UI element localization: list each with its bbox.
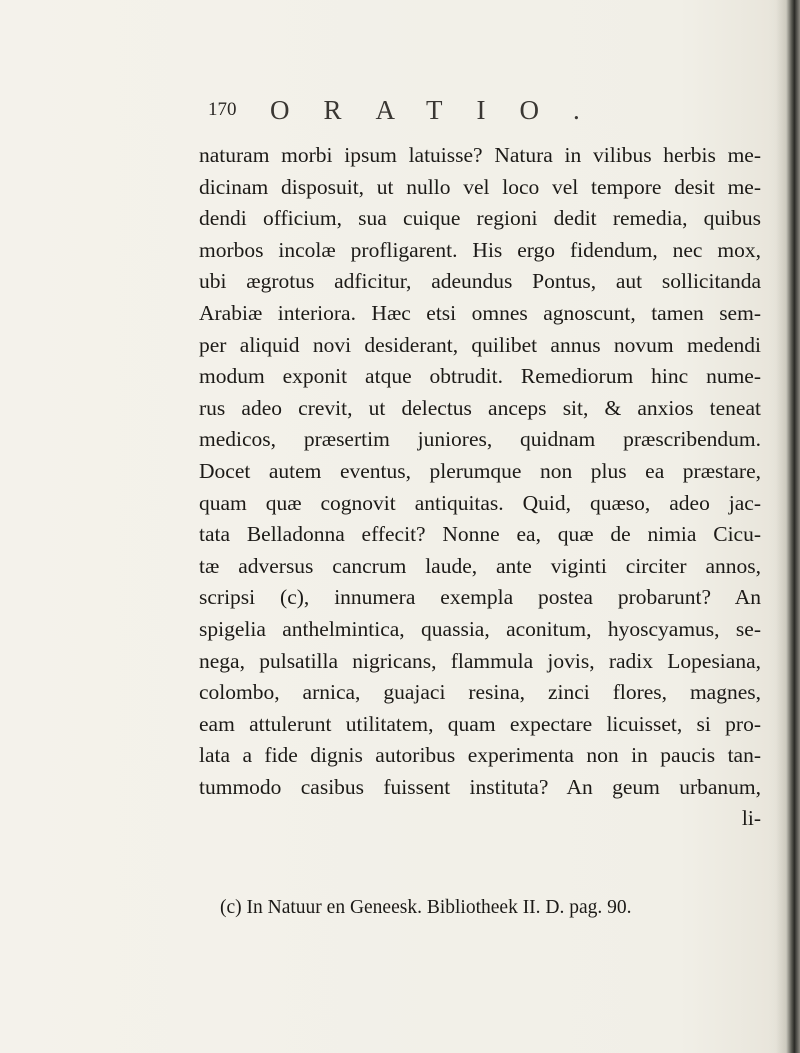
text-line: tata Belladonna effecit? Nonne ea, quæ de nimia Cicu- xyxy=(199,522,761,547)
running-title: ORATIO. xyxy=(270,95,614,125)
catchword: li- xyxy=(741,806,761,831)
page-header xyxy=(208,95,614,129)
text-line: ubi ægrotus adficitur, adeundus Pontus, aut sollicitanda xyxy=(199,269,761,294)
text-line: dicinam disposuit, ut nullo vel loco vel tempore desit me- xyxy=(199,174,761,199)
text-line: lata a fide dignis autoribus experimenta non in paucis tan- xyxy=(199,743,761,768)
text-line: nega, pulsatilla nigricans, flammula jovis, radix Lopesiana, xyxy=(199,648,761,673)
text-line: tummodo casibus fuissent instituta? An geum urbanum, xyxy=(199,774,761,799)
text-line: eam attulerunt utilitatem, quam expectare licuisset, si pro- xyxy=(199,711,761,736)
text-line: dendi officium, sua cuique regioni dedit remedia, quibus xyxy=(199,206,761,231)
text-line: scripsi (c), innumera exempla postea probarunt? An xyxy=(199,585,761,610)
text-line: naturam morbi ipsum latuisse? Natura in vilibus herbis me- xyxy=(199,143,761,167)
page-number: 170 xyxy=(208,99,237,120)
text-line: Arabiæ interiora. Hæc etsi omnes agnoscunt, tamen sem- xyxy=(199,300,761,325)
text-line: tæ adversus cancrum laude, ante viginti circiter annos, xyxy=(199,553,761,578)
text-line: medicos, præsertim juniores, quidnam præscribendum. xyxy=(199,427,761,452)
page-gutter-shadow xyxy=(776,0,786,1053)
footnote: (c) In Natuur en Geneesk. Bibliotheek II. D. pag. 90. xyxy=(220,897,632,918)
text-line: quam quæ cognovit antiquitas. Quid, quæso, adeo jac- xyxy=(199,490,761,515)
text-line: Docet autem eventus, plerumque non plus ea præstare, xyxy=(199,458,761,483)
main-text-block xyxy=(199,140,761,835)
text-line: per aliquid novi desiderant, quilibet annus novum medendi xyxy=(199,332,761,357)
text-line: spigelia anthelmintica, quassia, aconitum, hyoscyamus, se- xyxy=(199,616,761,641)
text-line: modum exponit atque obtrudit. Remediorum hinc nume- xyxy=(199,364,761,389)
text-line: rus adeo crevit, ut delectus anceps sit, & anxios teneat xyxy=(199,395,761,420)
text-line: morbos incolæ profligarent. His ergo fidendum, nec mox, xyxy=(199,237,761,262)
page-binding-edge xyxy=(786,0,800,1053)
text-line: colombo, arnica, guajaci resina, zinci flores, magnes, xyxy=(199,680,761,705)
